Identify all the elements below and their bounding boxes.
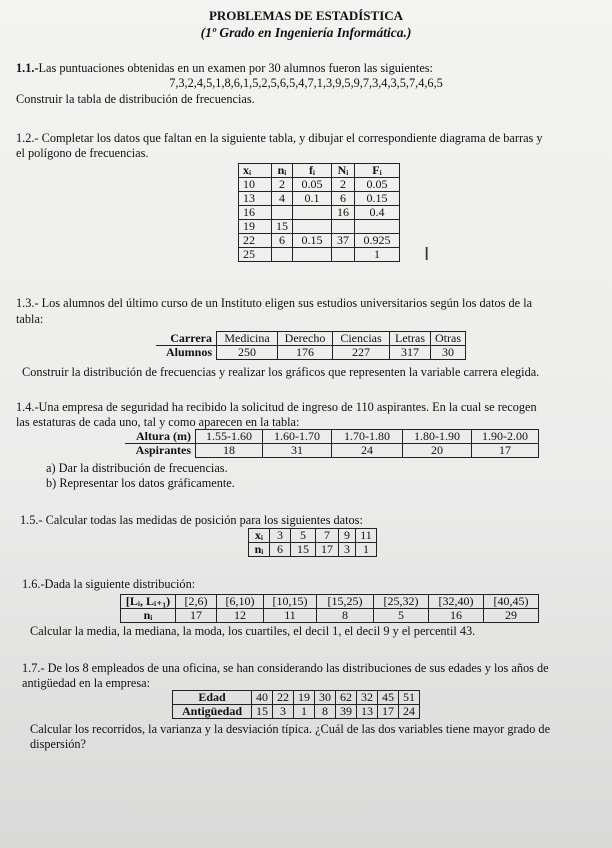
cell: 39 [336,705,357,719]
cell: 7 [316,529,339,543]
cell: 13 [239,192,272,206]
cell: 10 [239,178,272,192]
table-row [156,332,466,346]
cell: 6 [272,234,293,248]
cell: 12 [217,609,264,623]
problem-1-7-task2: dispersión? [30,737,87,751]
cell: 31 [263,444,332,458]
cell: Otras [431,332,466,346]
cell: 3 [273,705,294,719]
problem-1-4-item-b: b) Representar los datos gráficamente. [46,476,235,490]
cell: 6 [332,192,355,206]
table-row [121,595,539,609]
cell: 3 [339,543,356,557]
cell: Medicina [217,332,278,346]
cell: 1.80-1.90 [403,430,472,444]
header-N: Nᵢ [332,164,355,178]
cell [355,220,400,234]
table-row [239,192,400,206]
problem-1-1-number: 1.1.- [16,61,39,75]
problem-1-1-text: Las puntuaciones obtenidas en un examen por 30 alumnos fueron las siguientes: [38,61,433,75]
cell: Derecho [278,332,333,346]
problem-1-1-statement [16,61,433,76]
header-n: nᵢ [272,164,293,178]
cell: 6 [270,543,291,557]
problem-1-4-item-a: a) Dar la distribución de frecuencias. [46,461,228,475]
row-label: Alumnos [156,346,217,360]
cell: [6,10) [217,595,264,609]
table-row [239,178,400,192]
cell: 30 [315,691,336,705]
cell: 17 [316,543,339,557]
cell: 1 [356,543,377,557]
cell: 0.4 [355,206,400,220]
cell: 62 [336,691,357,705]
cell: 32 [357,691,378,705]
table-row [239,234,400,248]
problem-1-6-task: Calcular la media, la mediana, la moda, los cuartiles, el decil 1, el decil 9 y el percentil 43. [30,624,476,638]
row-label: Aspirantes [125,444,196,458]
table-row [173,691,420,705]
cell: 1 [355,248,400,262]
cell: 15 [252,705,273,719]
career-table [156,331,466,360]
cell: 16 [239,206,272,220]
header-x: xᵢ [239,164,272,178]
cell: 51 [399,691,420,705]
cell: 0.15 [293,234,332,248]
table-row [239,248,400,262]
table-row [156,346,466,360]
cell: 19 [294,691,315,705]
cell: 5 [374,609,429,623]
cell: 40 [252,691,273,705]
cell: [40,45) [484,595,539,609]
table-row [239,206,400,220]
row-label: Edad [173,691,252,705]
cell [272,248,293,262]
cell: 4 [272,192,293,206]
cell: 13 [357,705,378,719]
cell [293,206,332,220]
position-table [248,528,377,557]
cell: 20 [403,444,472,458]
problem-1-2-line2: el polígono de frecuencias. [16,146,149,160]
table-row [173,705,420,719]
frequency-table [238,163,400,262]
cell: 1.90-2.00 [472,430,539,444]
problem-1-1-task: Construir la tabla de distribución de frecuencias. [16,92,255,106]
cell: 15 [272,220,293,234]
cell: 0.05 [293,178,332,192]
cell: 25 [239,248,272,262]
table-row [249,529,377,543]
cell [293,248,332,262]
cell: 2 [272,178,293,192]
cell: 19 [239,220,272,234]
cell: 45 [378,691,399,705]
cell: 17 [472,444,539,458]
table-header-row [239,164,400,178]
employee-table [172,690,420,719]
document-title: PROBLEMAS DE ESTADÍSTICA [208,8,404,23]
cell: 176 [278,346,333,360]
row-label: xᵢ [249,529,270,543]
row-label: nᵢ [121,609,176,623]
text-cursor-icon: I [424,244,430,265]
problem-1-3-line1: 1.3.- Los alumnos del último curso de un Instituto eligen sus estudios universitarios según los datos de la [16,296,533,310]
row-label: Carrera [156,332,217,346]
cell: 2 [332,178,355,192]
problem-1-4-line1: 1.4.-Una empresa de seguridad ha recibido la solicitud de ingreso de 110 aspirantes. En la cual se recogen [16,400,537,414]
cell: 8 [315,705,336,719]
cell: 5 [291,529,316,543]
cell: 0.1 [293,192,332,206]
cell: 15 [291,543,316,557]
cell [272,206,293,220]
table-row [121,609,539,623]
cell: 317 [390,346,431,360]
document-subtitle: (1º Grado en Ingeniería Informática.) [200,25,412,40]
row-label: Altura (m) [125,430,196,444]
problem-1-2-line1: 1.2.- Completar los datos que faltan en la siguiente tabla, y dibujar el correspondiente diagrama de barras y [16,131,543,145]
header-f: fᵢ [293,164,332,178]
problem-1-6-text: 1.6.-Dada la siguiente distribución: [22,577,196,591]
cell: [2,6) [176,595,217,609]
cell: 0.15 [355,192,400,206]
cell: 24 [332,444,403,458]
cell: 22 [239,234,272,248]
header-F: Fᵢ [355,164,400,178]
cell: 0.05 [355,178,400,192]
cell: 227 [333,346,390,360]
problem-1-1-data: 7,3,2,4,5,1,8,6,1,5,2,5,6,5,4,7,1,3,9,5,9,7,3,4,3,5,7,4,6,5 [169,76,443,90]
cell: 1 [294,705,315,719]
table-row [239,220,400,234]
problem-1-7-task1: Calcular los recorridos, la varianza y la desviación típica. ¿Cuál de las dos variables tiene mayor grado de [30,722,551,736]
interval-table [120,594,539,623]
problem-1-3-task: Construir la distribución de frecuencias y realizar los gráficos que representen la variable carrera elegida. [22,365,540,379]
cell: Letras [390,332,431,346]
cell: 11 [356,529,377,543]
cell: 1.55-1.60 [196,430,263,444]
cell: 17 [378,705,399,719]
problem-1-5-text: 1.5.- Calcular todas las medidas de posición para los siguientes datos: [20,513,363,527]
cell: 30 [431,346,466,360]
problem-1-3-line2: tabla: [16,312,44,326]
table-row [125,444,539,458]
cell: 11 [264,609,317,623]
cell: 24 [399,705,420,719]
cell: 3 [270,529,291,543]
table-row [249,543,377,557]
cell: 8 [317,609,374,623]
cell: 29 [484,609,539,623]
cell: [25,32) [374,595,429,609]
cell: 22 [273,691,294,705]
cell: 1.70-1.80 [332,430,403,444]
cell [332,220,355,234]
cell: 18 [196,444,263,458]
row-label: [Lᵢ, Lᵢ₊₁) [121,595,176,609]
cell: Ciencias [333,332,390,346]
cell: [10,15) [264,595,317,609]
cell: 37 [332,234,355,248]
cell: 17 [176,609,217,623]
cell: 9 [339,529,356,543]
table-row [125,430,539,444]
problem-1-4-line2: las estaturas de cada uno, tal y como aparecen en la tabla: [16,415,300,429]
height-table [125,429,539,458]
cell: 1.60-1.70 [263,430,332,444]
cell: 16 [429,609,484,623]
cell: 0.925 [355,234,400,248]
cell: 16 [332,206,355,220]
row-label: nᵢ [249,543,270,557]
problem-1-7-line2: antigüedad en la empresa: [22,676,151,690]
cell: 250 [217,346,278,360]
cell [332,248,355,262]
problem-1-7-line1: 1.7.- De los 8 empleados de una oficina, se han considerando las distribuciones de sus edades y los años de [22,661,549,675]
cell: [32,40) [429,595,484,609]
row-label: Antigüedad [173,705,252,719]
cell [293,220,332,234]
cell: [15,25) [317,595,374,609]
